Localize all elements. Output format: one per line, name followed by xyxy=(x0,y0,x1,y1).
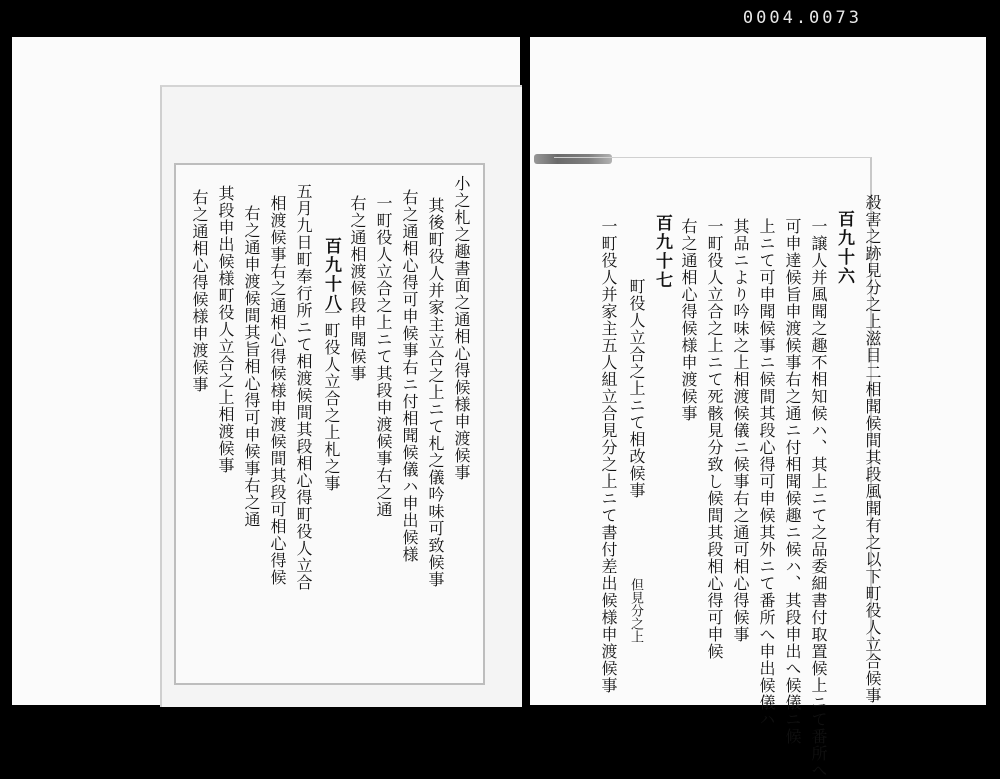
left-section-heading-198: 百九十八 xyxy=(321,237,341,313)
right-column-3: 一譲人并風聞之趣不相知候ハ、其上ニて之品委細書付取置候上ニて番所へ xyxy=(809,218,828,779)
left-page xyxy=(12,37,520,705)
right-page-text-box xyxy=(554,157,882,779)
left-column-5: 右之通相渡候段申聞候事 xyxy=(348,195,367,382)
left-column-9: 相渡候事右之通相心得候様申渡候間其段可相心得候 xyxy=(268,195,287,586)
left-column-3: 右之通相心得可申候事右ニ付相聞候儀ハ申出候様 xyxy=(400,189,419,563)
left-column-1: 小之札之趣書面之通相心得候様申渡候事 xyxy=(452,175,471,481)
left-column-7: 一町役人立合之上札之事 xyxy=(322,305,341,492)
right-column-4: 可申達候旨申渡候事右之通ニ付相聞候趣ニ候ハ、其段申出へ候儀ニ候 xyxy=(783,218,802,745)
left-column-4: 一町役人立合之上ニて其段申渡候事右之通 xyxy=(374,195,393,518)
left-column-8: 五月九日町奉行所ニて相渡候間其段相心得町役人立合 xyxy=(294,183,313,591)
left-column-12: 右之通相心得候様申渡候事 xyxy=(190,189,209,393)
left-column-10: 右之通申渡候間其旨相心得可申候事右之通 xyxy=(242,205,261,528)
right-column-7: 一町役人立合之上ニて死骸見分致し候間其段相心得可申候 xyxy=(705,218,724,660)
right-section-heading-197: 百九十七 xyxy=(652,214,672,290)
right-page xyxy=(530,37,986,779)
right-column-8: 右之通相心得候様申渡候事 xyxy=(679,218,698,422)
right-section-heading-196: 百九十六 xyxy=(834,210,854,286)
right-column-10: 町役人立合之上ニて相改候事 xyxy=(627,278,646,499)
frame-number: 0004.0073 xyxy=(742,8,862,28)
right-column-11: 一町役人并家主五人組立合見分之上ニて書付差出候様申渡候事 xyxy=(599,218,618,694)
right-column-5: 上ニて可申聞候事ニ候間其段心得可申候其外ニて番所へ申出候儀ハ xyxy=(757,218,776,728)
left-page-text-box xyxy=(174,163,485,685)
right-column-6: 其品ニより吟味之上相渡候儀ニ候事右之通可相心得候事 xyxy=(731,218,750,643)
left-column-2: 其後町役人并家主立合之上ニて札之儀吟味可致候事 xyxy=(426,197,445,588)
right-column-1: 殺害之跡見分之上滋目二相聞候間其段風聞有之以下町役人立合候事 xyxy=(863,194,882,704)
left-column-11: 其段申出候様町役人立合之上相渡候事 xyxy=(216,185,235,474)
right-column-12: 但見分之上 xyxy=(628,578,643,643)
